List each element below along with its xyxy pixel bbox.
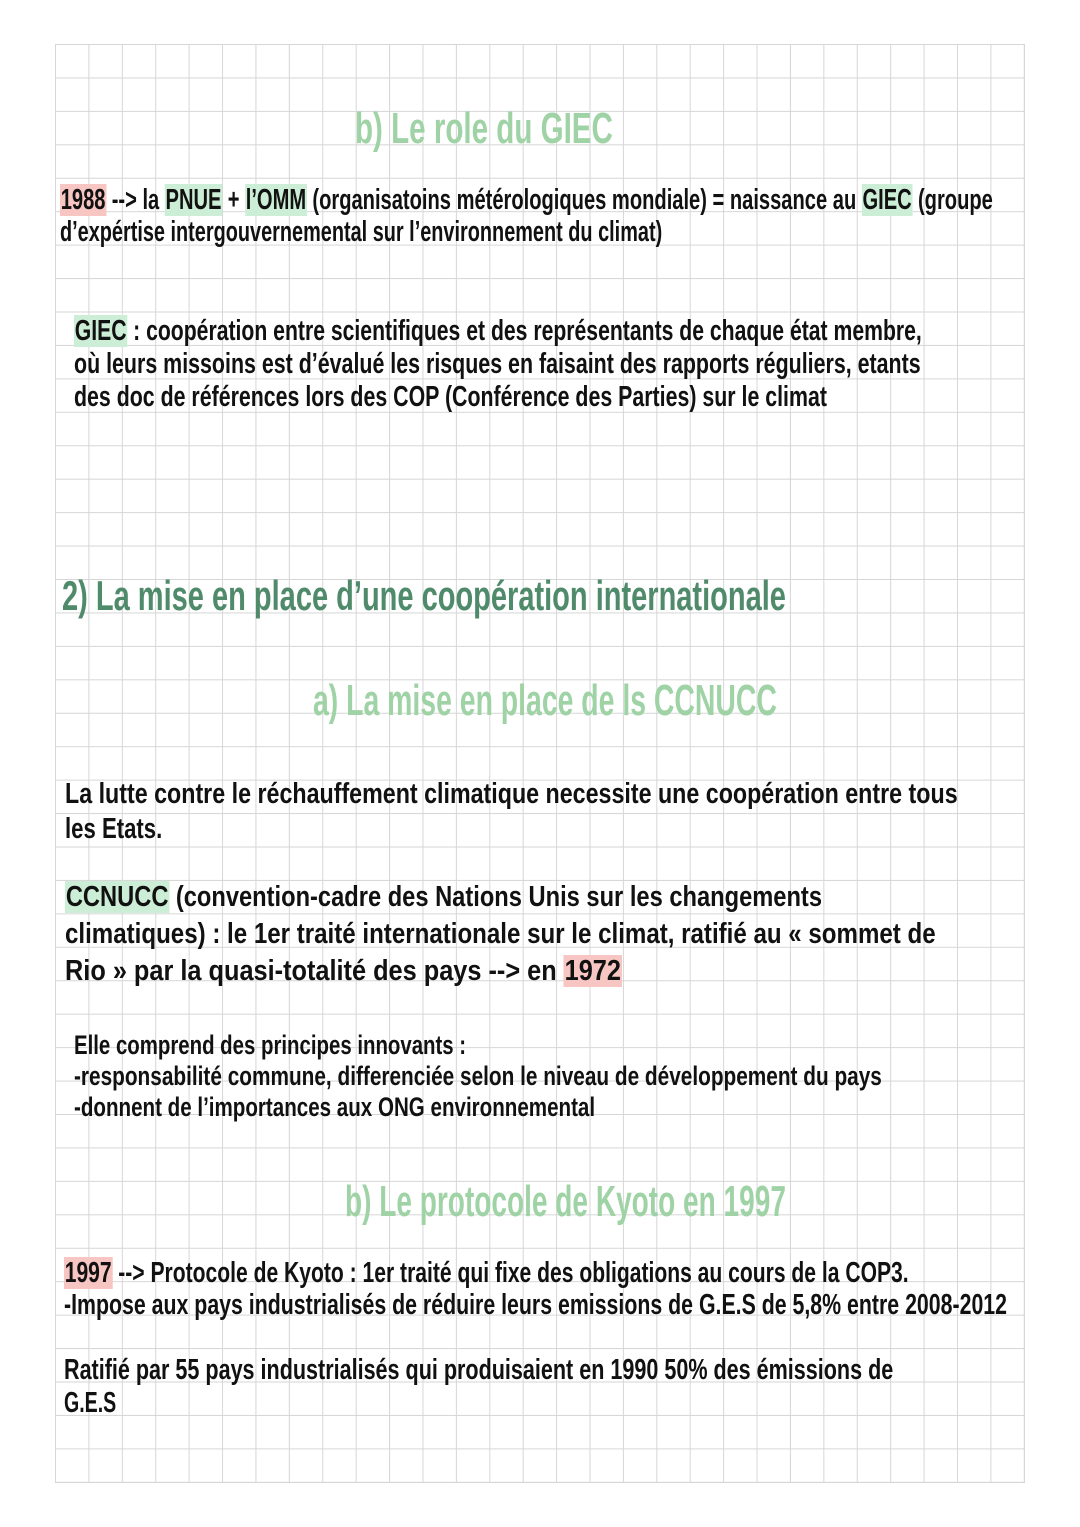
ccnucc-definition-line-2: climatiques) : le 1er traité internationale sur le climat, ratifié au « sommet de — [65, 918, 936, 950]
giec-definition-line-2: où leurs missoins est d’évalué les risques en faisaint des rapports réguliers, etants — [74, 348, 921, 380]
kyoto-line-2: -Impose aux pays industrialisés de réduire leurs emissions de G.E.S de 5,8% entre 2008-2012 — [64, 1289, 1008, 1321]
heading-kyoto: b) Le protocole de Kyoto en 1997 — [345, 1177, 786, 1226]
highlight-year-1972: 1972 — [564, 955, 621, 987]
principle-item-2: -donnent de l’importances aux ONG environnemental — [74, 1092, 596, 1122]
text-fragment: (convention-cadre des Nations Unis sur les changements — [169, 881, 822, 913]
giec-definition-line-3: des doc de références lors des COP (Conférence des Parties) sur le climat — [74, 381, 827, 413]
giec-intro-line-2: d’expértise intergouvernemental sur l’environnement du climat) — [60, 216, 663, 248]
kyoto-line-1 — [64, 1259, 909, 1288]
heading-ccnucc: a) La mise en place de ls CCNUCC — [313, 676, 777, 725]
highlight-ccnucc: CCNUCC — [65, 881, 169, 913]
ccnucc-definition-line-1 — [65, 883, 822, 912]
text-fragment: + — [222, 184, 246, 216]
kyoto-ratified-line-1: Ratifié par 55 pays industrialisés qui produisaient en 1990 50% des émissions de — [64, 1354, 894, 1386]
principles-intro: Elle comprend des principes innovants : — [74, 1030, 467, 1060]
highlight-year-1997: 1997 — [64, 1257, 112, 1289]
text-fragment: Rio » par la quasi-totalité des pays --> en — [65, 955, 564, 987]
text-fragment: --> Protocole de Kyoto : 1er traité qui fixe des obligations au cours de la COP3. — [112, 1257, 909, 1289]
text-fragment: : coopération entre scientifiques et des représentants de chaque état membre, — [127, 315, 922, 347]
ccnucc-para-line-2: les Etats. — [65, 813, 163, 845]
heading-section-2: 2) La mise en place d’une coopération internationale — [62, 572, 786, 619]
text-fragment: (organisatoins métérologiques mondiale) = naissance au — [306, 184, 862, 216]
text-fragment: (groupe — [912, 184, 993, 216]
ccnucc-para-line-1: La lutte contre le réchauffement climatique necessite une coopération entre tous — [65, 778, 958, 810]
highlight-giec: GIEC — [862, 184, 912, 216]
heading-giec-role: b) Le role du GIEC — [355, 104, 613, 153]
principle-item-1: -responsabilité commune, differenciée selon le niveau de développement du pays — [74, 1061, 882, 1091]
highlight-year-1988: 1988 — [60, 184, 106, 216]
highlight-pnue: PNUE — [165, 184, 222, 216]
ccnucc-definition-line-3 — [65, 957, 622, 986]
highlight-omm: l’OMM — [245, 184, 307, 216]
text-fragment: --> la — [106, 184, 165, 216]
kyoto-ratified-line-2: G.E.S — [64, 1387, 117, 1419]
highlight-giec-term: GIEC — [74, 315, 127, 347]
giec-definition-line-1 — [74, 317, 922, 346]
giec-intro-line-1 — [60, 186, 993, 215]
